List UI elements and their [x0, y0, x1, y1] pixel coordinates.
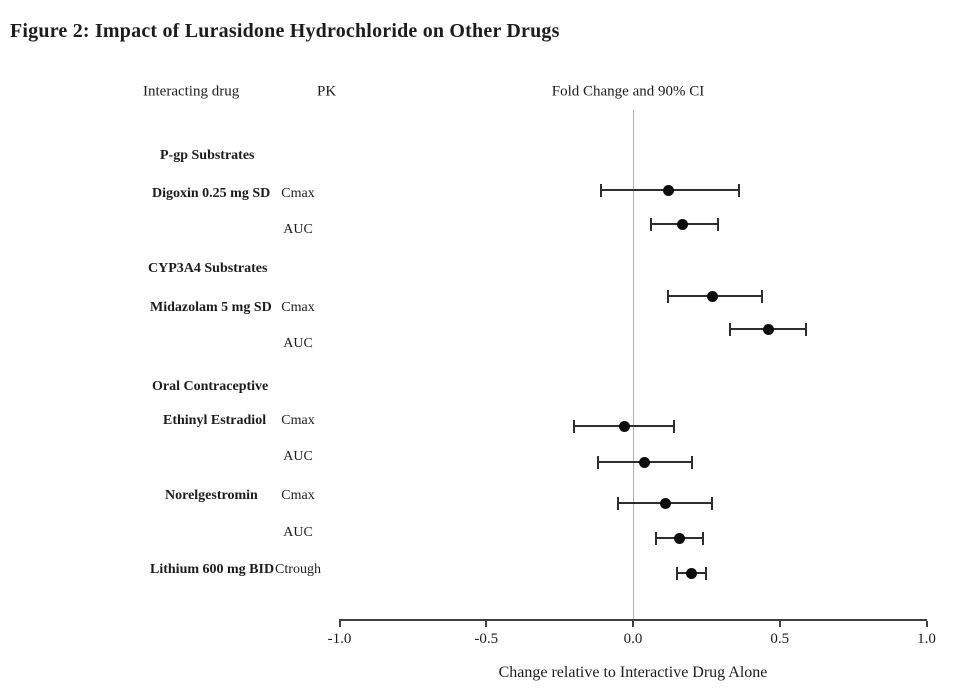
x-axis-tick-label: 0.5: [770, 631, 790, 647]
drug-label: Lithium 600 mg BID: [150, 562, 275, 577]
ci-cap-low: [655, 532, 657, 545]
point-estimate-marker: [660, 498, 671, 509]
ci-cap-high: [717, 218, 719, 231]
x-axis-title: Change relative to Interactive Drug Alone: [498, 664, 768, 681]
group-label: Oral Contraceptive: [152, 379, 269, 394]
ci-cap-high: [761, 290, 763, 303]
ci-cap-high: [691, 456, 693, 469]
point-estimate-marker: [674, 533, 685, 544]
pk-label: Cmax: [281, 413, 315, 428]
point-estimate-marker: [686, 568, 697, 579]
x-axis-tick: [632, 621, 634, 627]
ci-cap-low: [600, 184, 602, 197]
point-estimate-marker: [677, 219, 688, 230]
drug-label: Digoxin 0.25 mg SD: [152, 186, 271, 201]
pk-label: AUC: [283, 336, 313, 351]
ci-cap-low: [729, 323, 731, 336]
x-axis-tick-label: 0.0: [623, 631, 643, 647]
pk-label: Ctrough: [275, 562, 321, 577]
ci-cap-high: [705, 567, 707, 580]
column-header-interacting-drug: Interacting drug: [143, 83, 240, 100]
group-label: P-gp Substrates: [160, 148, 255, 163]
x-axis-tick-label: -1.0: [327, 631, 352, 647]
pk-label: AUC: [283, 449, 313, 464]
group-label: CYP3A4 Substrates: [148, 261, 268, 276]
ci-cap-high: [738, 184, 740, 197]
pk-label: Cmax: [281, 488, 315, 503]
drug-label: Midazolam 5 mg SD: [150, 300, 272, 315]
pk-label: AUC: [283, 525, 313, 540]
pk-label: Cmax: [281, 186, 315, 201]
ci-cap-low: [617, 497, 619, 510]
ci-cap-low: [676, 567, 678, 580]
column-header-fold-change: Fold Change and 90% CI: [551, 83, 705, 100]
column-header-pk: PK: [317, 83, 337, 100]
ci-cap-low: [667, 290, 669, 303]
x-axis-tick-label: 1.0: [917, 631, 936, 647]
ci-cap-low: [573, 420, 575, 433]
point-estimate-marker: [619, 421, 630, 432]
drug-label: Norelgestromin: [165, 488, 258, 503]
ci-cap-high: [673, 420, 675, 433]
ci-cap-low: [650, 218, 652, 231]
point-estimate-marker: [639, 457, 650, 468]
x-axis-tick: [779, 621, 781, 627]
x-axis-tick: [485, 621, 487, 627]
figure-title: Figure 2: Impact of Lurasidone Hydrochloride on Other Drugs: [10, 20, 560, 42]
ci-cap-high: [702, 532, 704, 545]
zero-reference-line: [633, 110, 634, 620]
pk-label: AUC: [283, 222, 313, 237]
x-axis-tick: [339, 621, 341, 627]
point-estimate-marker: [707, 291, 718, 302]
ci-cap-high: [805, 323, 807, 336]
ci-cap-low: [597, 456, 599, 469]
point-estimate-marker: [663, 185, 674, 196]
pk-label: Cmax: [281, 300, 315, 315]
x-axis-tick-label: -0.5: [474, 631, 499, 647]
drug-label: Ethinyl Estradiol: [163, 413, 267, 428]
point-estimate-marker: [763, 324, 774, 335]
x-axis-tick: [926, 621, 928, 627]
ci-cap-high: [711, 497, 713, 510]
